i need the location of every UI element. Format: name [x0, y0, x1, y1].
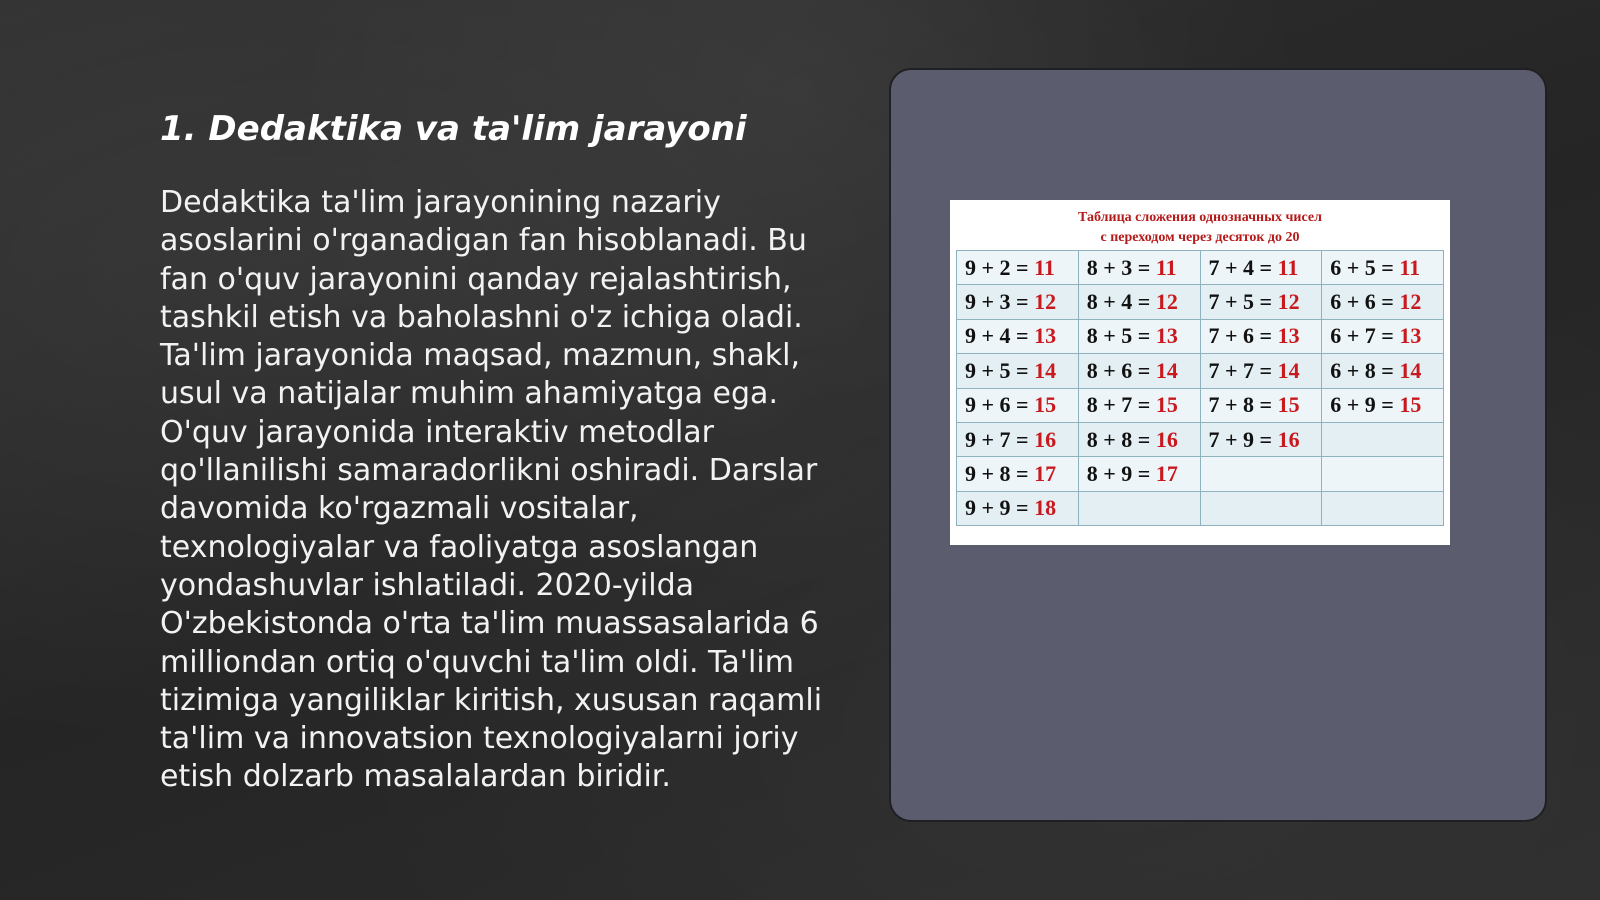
- table-cell: [1322, 491, 1444, 525]
- addition-table-image: [950, 200, 1450, 545]
- cell-expression: 9 + 9 =: [965, 495, 1029, 521]
- cell-expression: 7 + 8 =: [1208, 392, 1273, 418]
- cell-result: 15: [1277, 392, 1300, 418]
- table-row: [957, 319, 1444, 353]
- table-cell: [1200, 285, 1322, 319]
- cell-expression: 8 + 3 =: [1086, 254, 1151, 280]
- table-cell: [957, 285, 1079, 319]
- cell-result: 18: [1034, 495, 1057, 521]
- cell-result: 11: [1034, 254, 1055, 280]
- table-cell: [1322, 319, 1444, 353]
- cell-result: 12: [1277, 289, 1300, 315]
- table-cell: [957, 422, 1079, 456]
- table-cell: [1200, 457, 1322, 491]
- table-row: [957, 285, 1444, 319]
- table-caption-line1: Таблица сложения однозначных чисел: [1078, 210, 1322, 225]
- cell-result: 13: [1155, 323, 1178, 349]
- cell-expression: 9 + 5 =: [965, 357, 1029, 383]
- cell-expression: 6 + 8 =: [1330, 357, 1394, 383]
- cell-result: 11: [1155, 254, 1177, 280]
- cell-result: 15: [1399, 392, 1422, 418]
- cell-result: 12: [1155, 289, 1178, 315]
- cell-result: 12: [1399, 289, 1422, 315]
- cell-expression: 9 + 8 =: [965, 461, 1029, 487]
- cell-result: 11: [1399, 254, 1421, 280]
- table-cell: [1078, 422, 1200, 456]
- table-cell: [1078, 491, 1200, 525]
- cell-result: 15: [1034, 392, 1057, 418]
- cell-expression: 9 + 2 =: [965, 254, 1029, 280]
- cell-result: 14: [1155, 357, 1178, 383]
- table-cell: [957, 251, 1079, 285]
- cell-expression: 8 + 8 =: [1086, 426, 1151, 452]
- table-cell: [1200, 251, 1322, 285]
- table-row: [957, 388, 1444, 422]
- table-row: [957, 354, 1444, 388]
- cell-result: 16: [1277, 426, 1300, 452]
- cell-result: 17: [1034, 461, 1057, 487]
- table-cell: [1322, 422, 1444, 456]
- cell-expression: 7 + 5 =: [1208, 289, 1273, 315]
- cell-result: 16: [1155, 426, 1178, 452]
- table-cell: [957, 457, 1079, 491]
- cell-expression: 7 + 6 =: [1208, 323, 1273, 349]
- slide-title: 1. Dedaktika va ta'lim jarayoni: [160, 109, 747, 149]
- cell-result: 15: [1155, 392, 1178, 418]
- table-cell: [1078, 354, 1200, 388]
- cell-result: 13: [1399, 323, 1422, 349]
- cell-result: 13: [1277, 323, 1300, 349]
- table-cell: [1200, 319, 1322, 353]
- cell-expression: 6 + 9 =: [1330, 392, 1394, 418]
- slide-body-text: Dedaktika ta'lim jarayonining nazariy asoslarini o'rganadigan fan hisoblanadi. Bu fan o'quv jarayonini qanday rejalashtirish, tashkil etish va baholashni o'z ichiga oladi. Ta'lim jarayonida maqsad, mazmun, shakl, usul va natijalar muhim ahamiyatga ega. O'quv jarayonida interaktiv metodlar qo'llanilishi samaradorlikni oshiradi. Darslar davomida ko'rgazmali vositalar, texnologiyalar va faoliyatga asoslangan yondashuvlar ishlatiladi. 2020-yilda O'zbekistonda o'rta ta'lim muassasalarida 6 milliondan ortiq o'quvchi ta'lim oldi. Ta'lim tizimiga yangiliklar kiritish, xususan raqamli ta'lim va innovatsion texnologiyalarni joriy etish dolzarb masalalardan biridir.: [160, 185, 823, 795]
- table-cell: [957, 354, 1079, 388]
- table-cell: [1322, 251, 1444, 285]
- table-caption-line2: с переходом через десяток до 20: [1100, 230, 1300, 245]
- table-cell: [957, 319, 1079, 353]
- table-caption: [956, 206, 1444, 250]
- cell-expression: 6 + 6 =: [1330, 289, 1394, 315]
- cell-expression: 9 + 4 =: [965, 323, 1029, 349]
- table-cell: [957, 491, 1079, 525]
- table-row: [957, 251, 1444, 285]
- cell-expression: 7 + 9 =: [1208, 426, 1273, 452]
- addition-table: [956, 250, 1444, 526]
- cell-expression: 9 + 3 =: [965, 289, 1029, 315]
- cell-result: 12: [1034, 289, 1057, 315]
- cell-expression: 8 + 4 =: [1086, 289, 1151, 315]
- cell-expression: 9 + 7 =: [965, 426, 1029, 452]
- table-row: [957, 491, 1444, 525]
- table-cell: [1078, 251, 1200, 285]
- table-cell: [1322, 457, 1444, 491]
- table-cell: [1322, 354, 1444, 388]
- cell-expression: 8 + 7 =: [1086, 392, 1151, 418]
- cell-expression: 8 + 6 =: [1086, 357, 1151, 383]
- cell-expression: 8 + 9 =: [1086, 461, 1151, 487]
- table-cell: [1200, 354, 1322, 388]
- table-row: [957, 422, 1444, 456]
- table-cell: [1200, 422, 1322, 456]
- cell-result: 14: [1034, 357, 1057, 383]
- table-cell: [957, 388, 1079, 422]
- cell-result: 14: [1399, 357, 1422, 383]
- cell-expression: 9 + 6 =: [965, 392, 1029, 418]
- table-row: [957, 457, 1444, 491]
- table-cell: [1200, 491, 1322, 525]
- cell-expression: 8 + 5 =: [1086, 323, 1151, 349]
- cell-result: 14: [1277, 357, 1300, 383]
- table-cell: [1322, 285, 1444, 319]
- table-cell: [1078, 457, 1200, 491]
- table-cell: [1078, 319, 1200, 353]
- cell-expression: 7 + 7 =: [1208, 357, 1273, 383]
- table-cell: [1322, 388, 1444, 422]
- cell-result: 13: [1034, 323, 1057, 349]
- cell-result: 11: [1277, 254, 1299, 280]
- cell-result: 17: [1155, 461, 1178, 487]
- table-cell: [1200, 388, 1322, 422]
- table-cell: [1078, 285, 1200, 319]
- cell-result: 16: [1034, 426, 1057, 452]
- cell-expression: 7 + 4 =: [1208, 254, 1273, 280]
- cell-expression: 6 + 5 =: [1330, 254, 1394, 280]
- cell-expression: 6 + 7 =: [1330, 323, 1394, 349]
- table-cell: [1078, 388, 1200, 422]
